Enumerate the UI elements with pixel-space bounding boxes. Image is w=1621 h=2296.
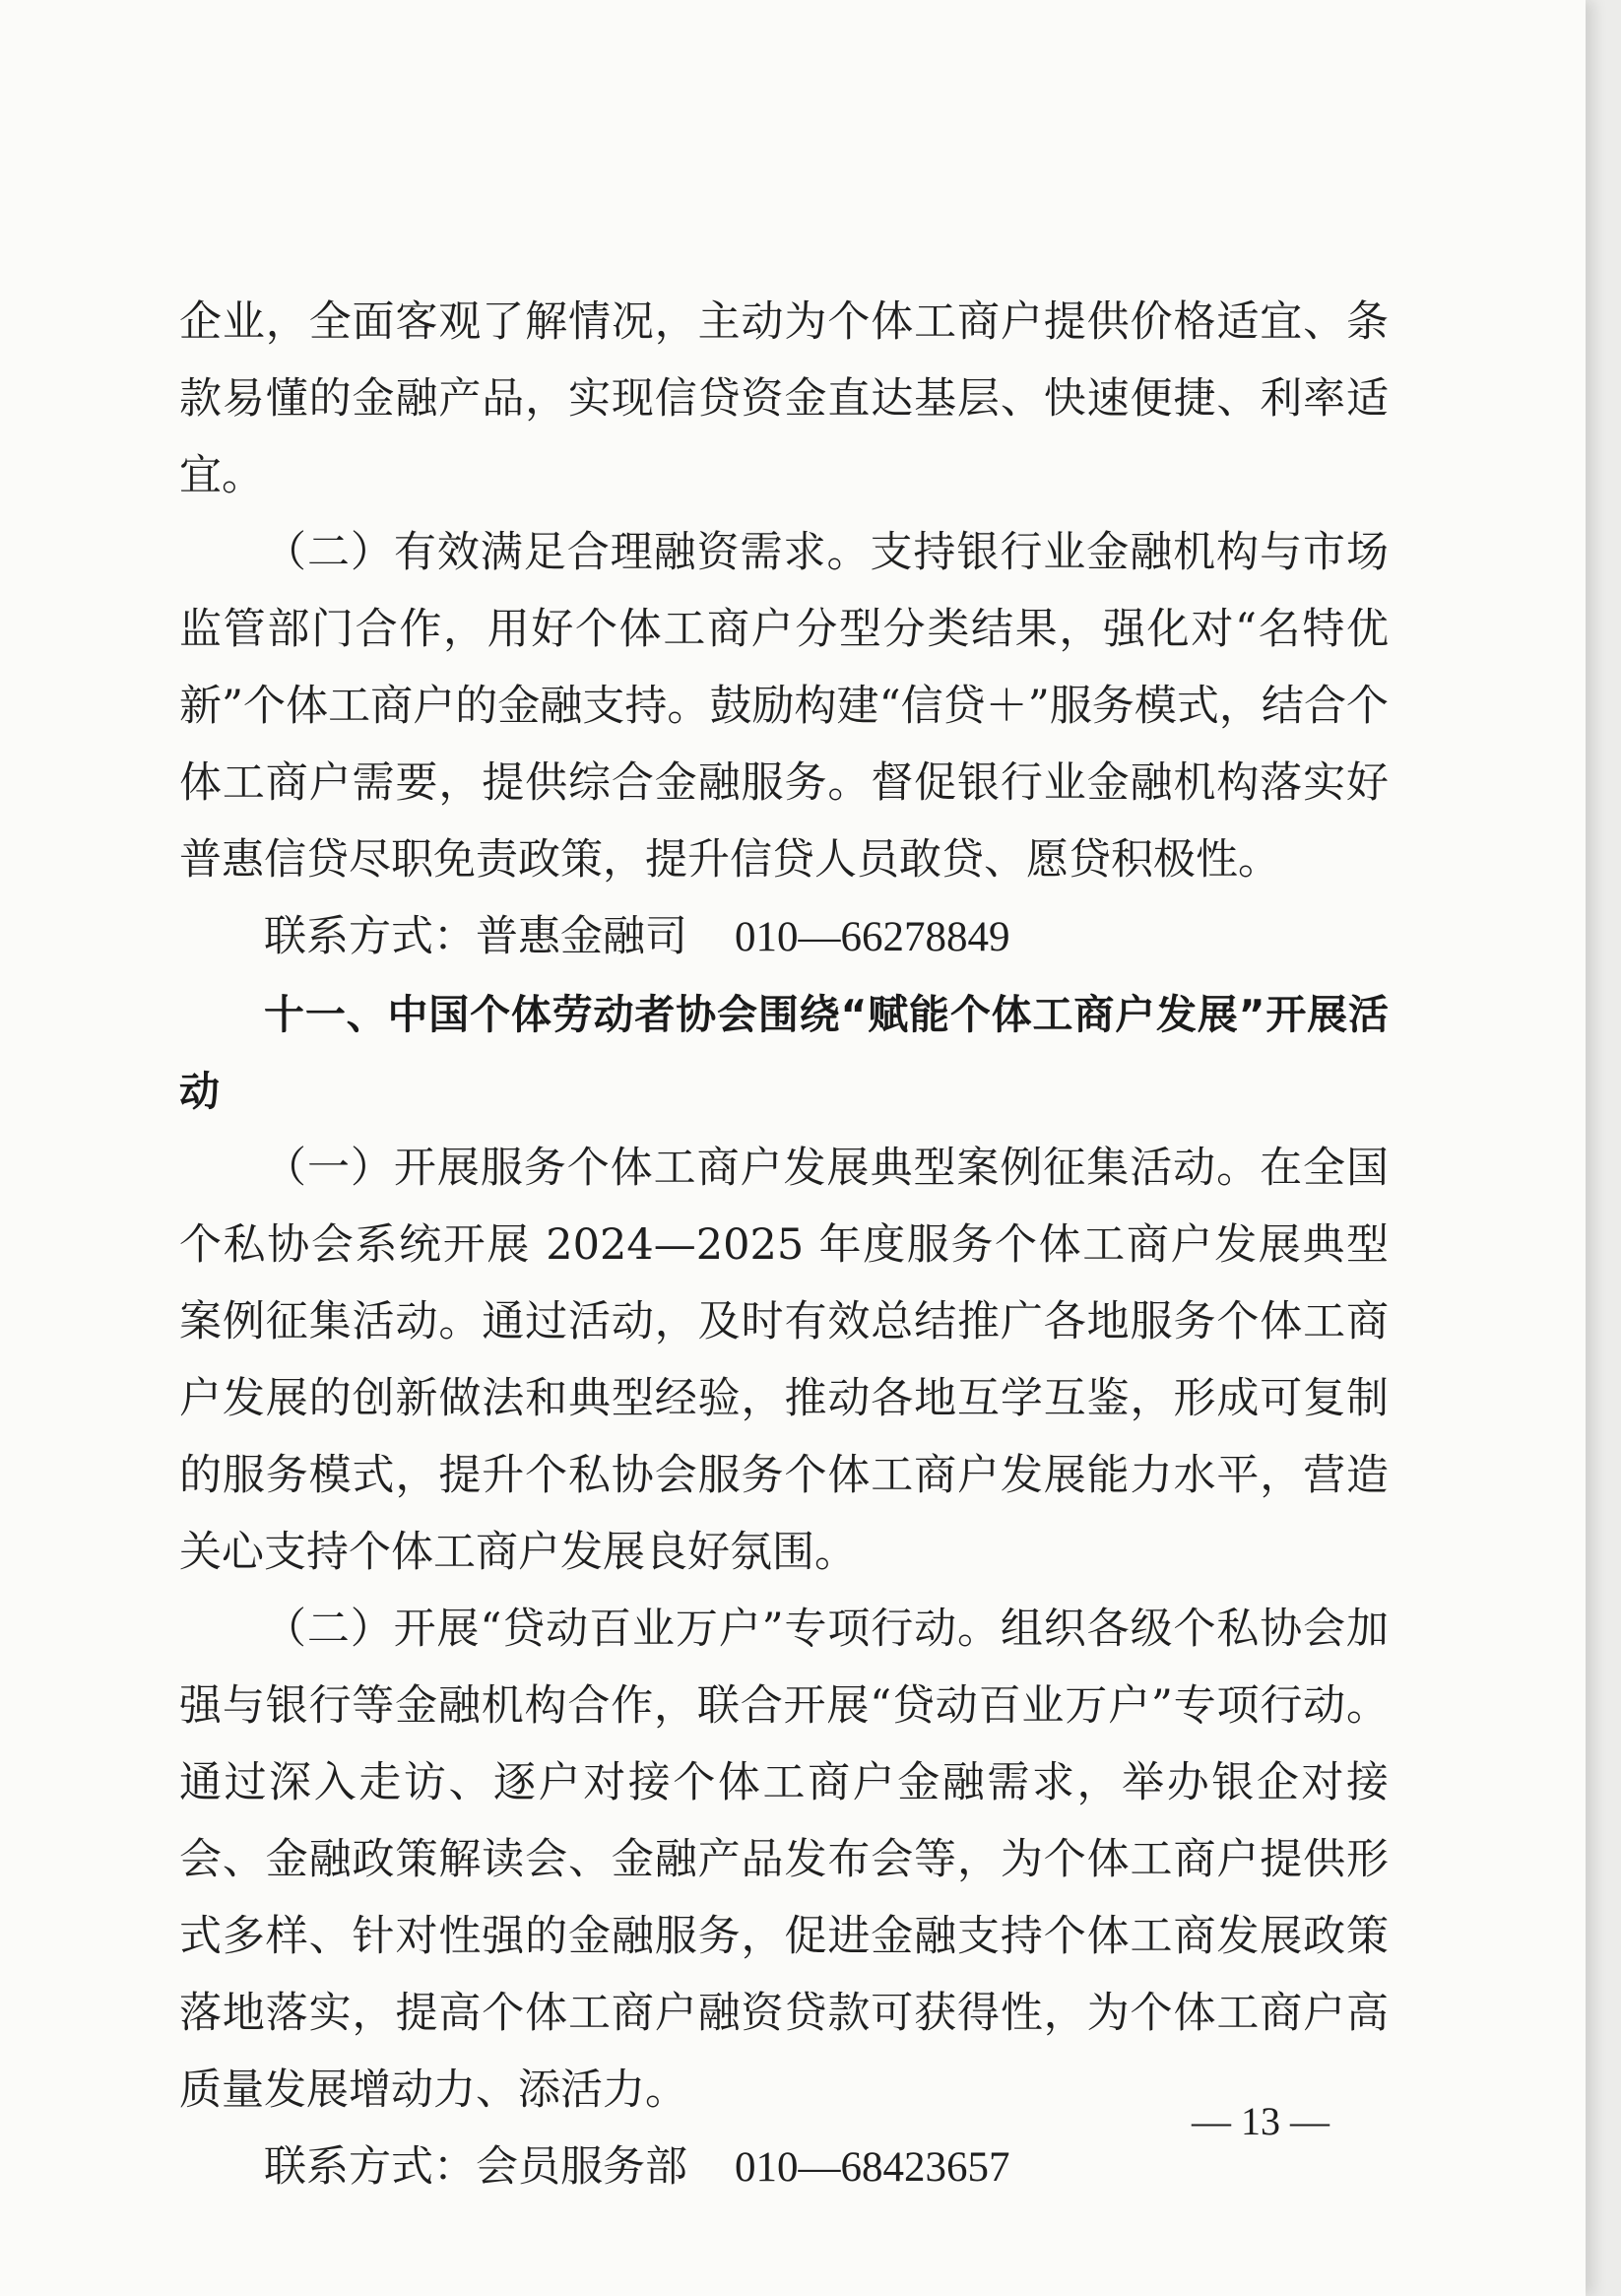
paragraph-loan-campaign: （二）开展“贷动百业万户”专项行动。组织各级个私协会加强与银行等金融机构合作，联合开展“贷动百业万户”专项行动。通过深入走访、逐户对接个体工商户金融需求，举办银企对接会、金融政策解读会、金融产品发布会等，为个体工商户提供形式多样、针对性强的金融服务，促进金融支持个体工商发展政策落地落实，提高个体工商户融资贷款可获得性，为个体工商户高质量发展增动力、添活力。	[179, 1605, 1389, 2115]
page-number: — 13 —	[1192, 2099, 1329, 2143]
contact-phone: 010—68423657	[735, 2144, 1010, 2191]
paragraph-continuation: 企业，全面客观了解情况，主动为个体工商户提供价格适宜、条款易懂的金融产品，实现信贷资金直达基层、快速便捷、利率适宜。	[179, 297, 1389, 500]
contact-phone: 010—66278849	[735, 914, 1010, 960]
contact-line-inclusive-finance	[179, 898, 1389, 976]
contact-label: 联系方式：会员服务部	[264, 2142, 687, 2192]
contact-label: 联系方式：普惠金融司	[264, 912, 687, 961]
paragraph-financing-needs: （二）有效满足合理融资需求。支持银行业金融机构与市场监管部门合作，用好个体工商户分型分类结果，强化对“名特优新”个体工商户的金融支持。鼓励构建“信贷＋”服务模式，结合个体工商户需要，提供综合金融服务。督促银行业金融机构落实好普惠信贷尽职免责政策，提升信贷人员敢贷、愿贷积极性。	[179, 528, 1389, 885]
document-body	[179, 284, 1389, 2206]
paragraph-case-collection: （一）开展服务个体工商户发展典型案例征集活动。在全国个私协会系统开展 2024—2025 年度服务个体工商户发展典型案例征集活动。通过活动，及时有效总结推广各地服务个体工商户发展的创新做法和典型经验，推动各地互学互鉴，形成可复制的服务模式，提升个私协会服务个体工商户发展能力水平，营造关心支持个体工商户发展良好氛围。	[179, 1144, 1389, 1577]
section-heading-11: 十一、中国个体劳动者协会围绕“赋能个体工商户发展”开展活动	[179, 991, 1389, 1115]
